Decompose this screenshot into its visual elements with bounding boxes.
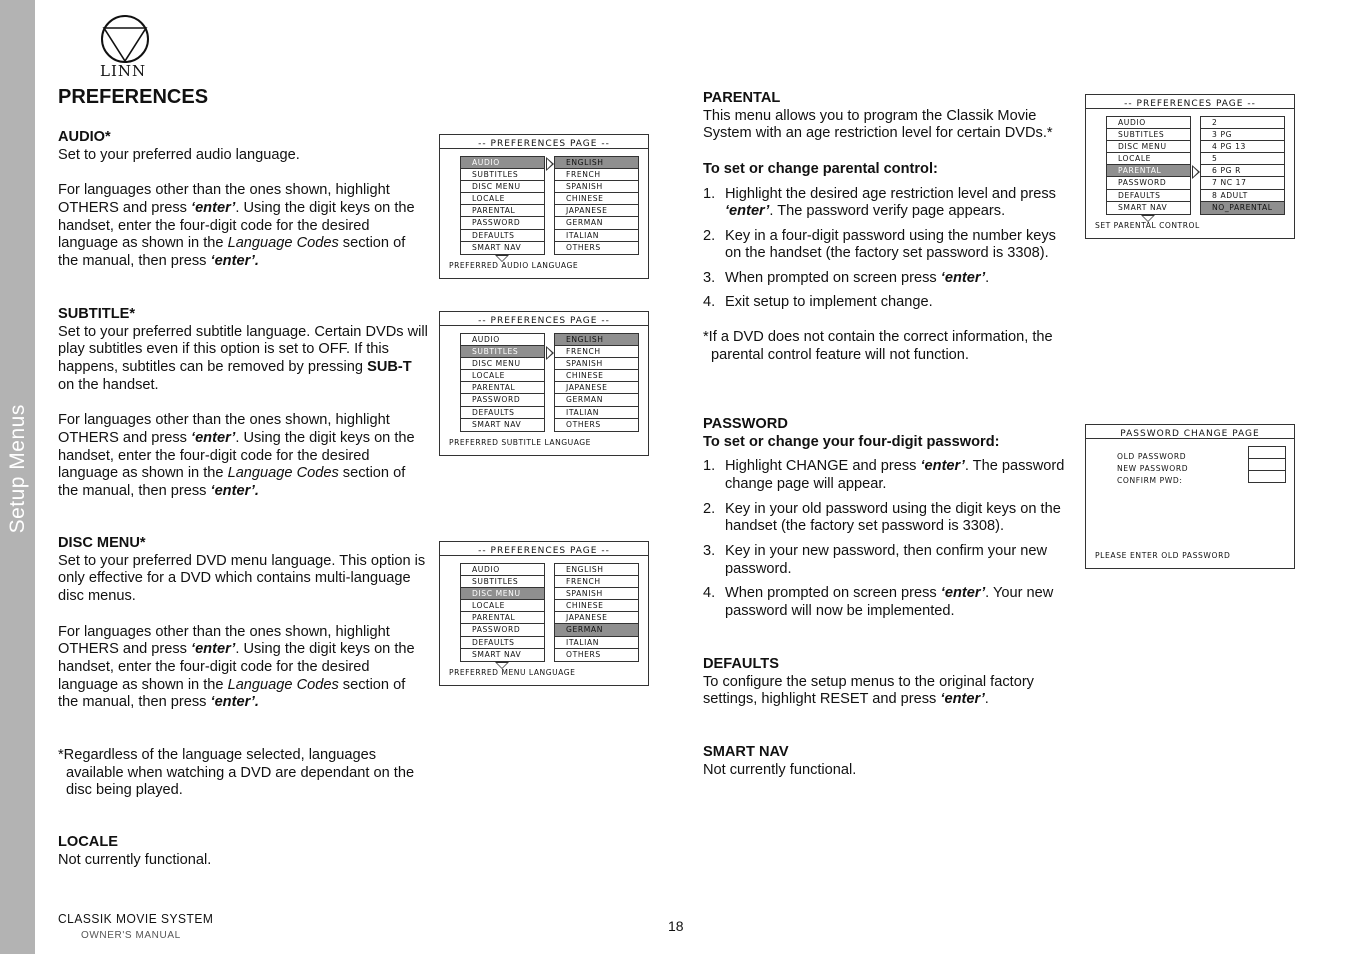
right-arrow-icon	[1192, 165, 1200, 179]
password-heading: PASSWORD	[703, 416, 788, 432]
menu-option: NO_PARENTAL	[1201, 202, 1284, 214]
discmenu-paragraph1: Set to your preferred DVD menu language. This option is only effective for a DVD which contains multi-language disc menus.	[58, 552, 426, 605]
list-item: 4. Exit setup to implement change.	[703, 294, 933, 311]
menu-option: SPANISH	[555, 181, 638, 193]
new-password-label: NEW PASSWORD	[1117, 464, 1189, 473]
menu-item: PASSWORD	[1107, 177, 1190, 189]
menu-option: 3 PG	[1201, 129, 1284, 141]
menu-item: LOCALE	[461, 600, 544, 612]
menu-item: AUDIO	[1107, 117, 1190, 129]
page-number: 18	[668, 918, 684, 934]
parental-heading: PARENTAL	[703, 90, 781, 106]
menu-right-column	[1200, 116, 1285, 215]
menu-left-column	[460, 563, 545, 662]
menu-item: SUBTITLES	[461, 169, 544, 181]
menu-item: PASSWORD	[461, 624, 544, 636]
audio-line1: Set to your preferred audio language.	[58, 146, 300, 163]
audio-heading: AUDIO*	[58, 129, 111, 145]
menu-item: PASSWORD	[461, 394, 544, 406]
menu-title: -- PREFERENCES PAGE --	[478, 139, 610, 149]
discmenu-section	[58, 535, 428, 712]
sidebar-title: Setup Menus	[6, 404, 30, 534]
discmenu-menu-screenshot	[439, 541, 649, 686]
subtitle-paragraph1: Set to your preferred subtitle language. Certain DVDs will play subtitles even if this option is set to OFF. If this happens, subtitles can be removed by pressing SUB-T on the handset.	[58, 323, 428, 393]
menu-item: DEFAULTS	[461, 637, 544, 649]
list-item: 4. When prompted on screen press ‘enter’. Your new password will now be implemented.	[703, 585, 1054, 619]
list-item: 1. Highlight CHANGE and press ‘enter’. The password change page will appear.	[703, 458, 1065, 493]
menu-item: AUDIO	[461, 334, 544, 346]
audio-menu-screenshot	[439, 134, 649, 279]
menu-item: DISC MENU	[461, 358, 544, 370]
menu-option: JAPANESE	[555, 205, 638, 217]
menu-option: GERMAN	[555, 624, 638, 636]
parental-intro: This menu allows you to program the Classik Movie System with an age restriction level for certain DVDs.*	[703, 107, 1053, 142]
subtitle-heading: SUBTITLE*	[58, 306, 136, 322]
list-item: 1. Highlight the desired age restriction level and press ‘enter’. The password verify page appears.	[703, 185, 1056, 220]
footer-subtitle: OWNER'S MANUAL	[81, 930, 181, 941]
menu-option: JAPANESE	[555, 382, 638, 394]
parental-steps	[703, 186, 1068, 313]
menu-right-column	[554, 563, 639, 662]
menu-right-column	[554, 333, 639, 432]
menu-item: PASSWORD	[461, 217, 544, 229]
audio-paragraph: For languages other than the ones shown, highlight OTHERS and press ‘enter’. Using the digit keys on the handset, enter the four-digit code for the desired language as shown in the Language Codes section of the manual, then press ‘enter’.	[58, 182, 415, 269]
menu-footer: PREFERRED AUDIO LANGUAGE	[449, 261, 579, 271]
locale-section	[58, 834, 428, 869]
menu-option: FRENCH	[555, 346, 638, 358]
menu-item: SMART NAV	[472, 242, 522, 252]
confirm-password-label: CONFIRM PWD:	[1117, 476, 1183, 485]
list-item: 3. Key in your new password, then confirm your new password.	[703, 542, 1048, 577]
menu-option: 8 ADULT	[1201, 190, 1284, 202]
menu-item: PARENTAL	[461, 612, 544, 624]
menu-item: LOCALE	[1107, 153, 1190, 165]
menu-left-column	[460, 333, 545, 432]
menu-option: 7 NC 17	[1201, 177, 1284, 189]
logo-text: LINN	[100, 62, 147, 80]
menu-item: SMART NAV	[1118, 202, 1168, 212]
defaults-heading: DEFAULTS	[703, 656, 779, 672]
menu-option: JAPANESE	[555, 612, 638, 624]
list-item: 2. Key in your old password using the digit keys on the handset (the factory set password is 3308).	[703, 500, 1061, 535]
footer-brand: CLASSIK MOVIE SYSTEM	[58, 911, 214, 927]
menu-left-column	[460, 156, 545, 255]
subtitle-menu-screenshot	[439, 311, 649, 456]
menu-option: CHINESE	[555, 193, 638, 205]
discmenu-paragraph2: For languages other than the ones shown, highlight OTHERS and press ‘enter’. Using the digit keys on the handset, enter the four-digit code for the desired language as shown in the Language Codes section of the manual, then press ‘enter’.	[58, 623, 415, 711]
menu-footer: SET PARENTAL CONTROL	[1095, 221, 1200, 231]
pw-title: PASSWORD CHANGE PAGE	[1120, 429, 1260, 439]
parental-subheading: To set or change parental control:	[703, 160, 938, 177]
menu-item: SMART NAV	[472, 419, 522, 429]
menu-item: DISC MENU	[461, 588, 544, 600]
menu-item: PARENTAL	[461, 382, 544, 394]
menu-item: DISC MENU	[1107, 141, 1190, 153]
menu-item: SMART NAV	[472, 649, 522, 659]
menu-item: AUDIO	[461, 564, 544, 576]
menu-option: CHINESE	[555, 370, 638, 382]
menu-option: 6 PG R	[1201, 165, 1284, 177]
menu-option: ITALIAN	[555, 407, 638, 419]
menu-item: AUDIO	[461, 157, 544, 169]
menu-option: ENGLISH	[555, 157, 638, 169]
menu-footer: PREFERRED MENU LANGUAGE	[449, 668, 576, 678]
menu-item: SUBTITLES	[1107, 129, 1190, 141]
menu-option: FRENCH	[555, 576, 638, 588]
menu-item: DEFAULTS	[1107, 190, 1190, 202]
menu-option: GERMAN	[555, 394, 638, 406]
locale-text: Not currently functional.	[58, 851, 212, 868]
list-item: 2. Key in a four-digit password using the number keys on the handset (the factory set password is 3308).	[703, 227, 1056, 262]
audio-section	[58, 129, 428, 271]
parental-section	[703, 90, 1068, 364]
menu-item: LOCALE	[461, 370, 544, 382]
password-change-screenshot	[1085, 424, 1295, 569]
parental-menu-screenshot	[1085, 94, 1295, 239]
menu-option: ENGLISH	[555, 564, 638, 576]
menu-title: -- PREFERENCES PAGE --	[478, 316, 610, 326]
smartnav-heading: SMART NAV	[703, 744, 789, 760]
password-subheading: To set or change your four-digit password:	[703, 433, 1000, 450]
menu-item: DISC MENU	[461, 181, 544, 193]
menu-option: 4 PG 13	[1201, 141, 1284, 153]
menu-option: OTHERS	[566, 649, 601, 659]
menu-option: SPANISH	[555, 588, 638, 600]
menu-option: ENGLISH	[555, 334, 638, 346]
menu-item: DEFAULTS	[461, 407, 544, 419]
menu-item: LOCALE	[461, 193, 544, 205]
menu-option: OTHERS	[566, 419, 601, 429]
menu-title: -- PREFERENCES PAGE --	[1124, 99, 1256, 109]
sidebar	[0, 0, 35, 954]
pw-footer: PLEASE ENTER OLD PASSWORD	[1095, 551, 1231, 561]
right-arrow-icon	[546, 346, 554, 360]
confirm-password-field	[1248, 470, 1286, 483]
menu-item: SUBTITLES	[461, 346, 544, 358]
menu-option: ITALIAN	[555, 637, 638, 649]
menu-right-column	[554, 156, 639, 255]
menu-item: PARENTAL	[461, 205, 544, 217]
smartnav-section	[703, 744, 1068, 779]
subtitle-section	[58, 306, 428, 501]
defaults-text: To configure the setup menus to the original factory settings, highlight RESET and press ‘enter’.	[703, 673, 1034, 708]
defaults-section	[703, 656, 1068, 709]
menu-left-column	[1106, 116, 1191, 215]
menu-option: CHINESE	[555, 600, 638, 612]
menu-option: 5	[1201, 153, 1284, 165]
language-footnote: *Regardless of the language selected, languages available when watching a DVD are dependant on the disc being played.	[58, 747, 415, 799]
list-item: 3. When prompted on screen press ‘enter’.	[703, 269, 990, 286]
right-arrow-icon	[546, 157, 554, 171]
menu-title: -- PREFERENCES PAGE --	[478, 546, 610, 556]
menu-option: SPANISH	[555, 358, 638, 370]
page-title: PREFERENCES	[58, 86, 209, 108]
menu-option: OTHERS	[566, 242, 601, 252]
old-password-label: OLD PASSWORD	[1117, 452, 1187, 461]
menu-item: SUBTITLES	[461, 576, 544, 588]
menu-option: 2	[1201, 117, 1284, 129]
parental-note: *If a DVD does not contain the correct information, the parental control feature will not function.	[703, 328, 1053, 363]
password-steps	[703, 458, 1068, 620]
menu-footer: PREFERRED SUBTITLE LANGUAGE	[449, 438, 591, 448]
menu-item: DEFAULTS	[461, 230, 544, 242]
locale-heading: LOCALE	[58, 834, 118, 850]
discmenu-heading: DISC MENU*	[58, 535, 146, 551]
menu-option: GERMAN	[555, 217, 638, 229]
menu-option: ITALIAN	[555, 230, 638, 242]
password-section	[703, 416, 1068, 627]
subtitle-paragraph2: For languages other than the ones shown, highlight OTHERS and press ‘enter’. Using the digit keys on the handset, enter the four-digit code for the desired language as shown in the Language Codes section of the manual, then press ‘enter’.	[58, 412, 415, 500]
smartnav-text: Not currently functional.	[703, 761, 857, 778]
menu-option: FRENCH	[555, 169, 638, 181]
menu-item: PARENTAL	[1107, 165, 1190, 177]
